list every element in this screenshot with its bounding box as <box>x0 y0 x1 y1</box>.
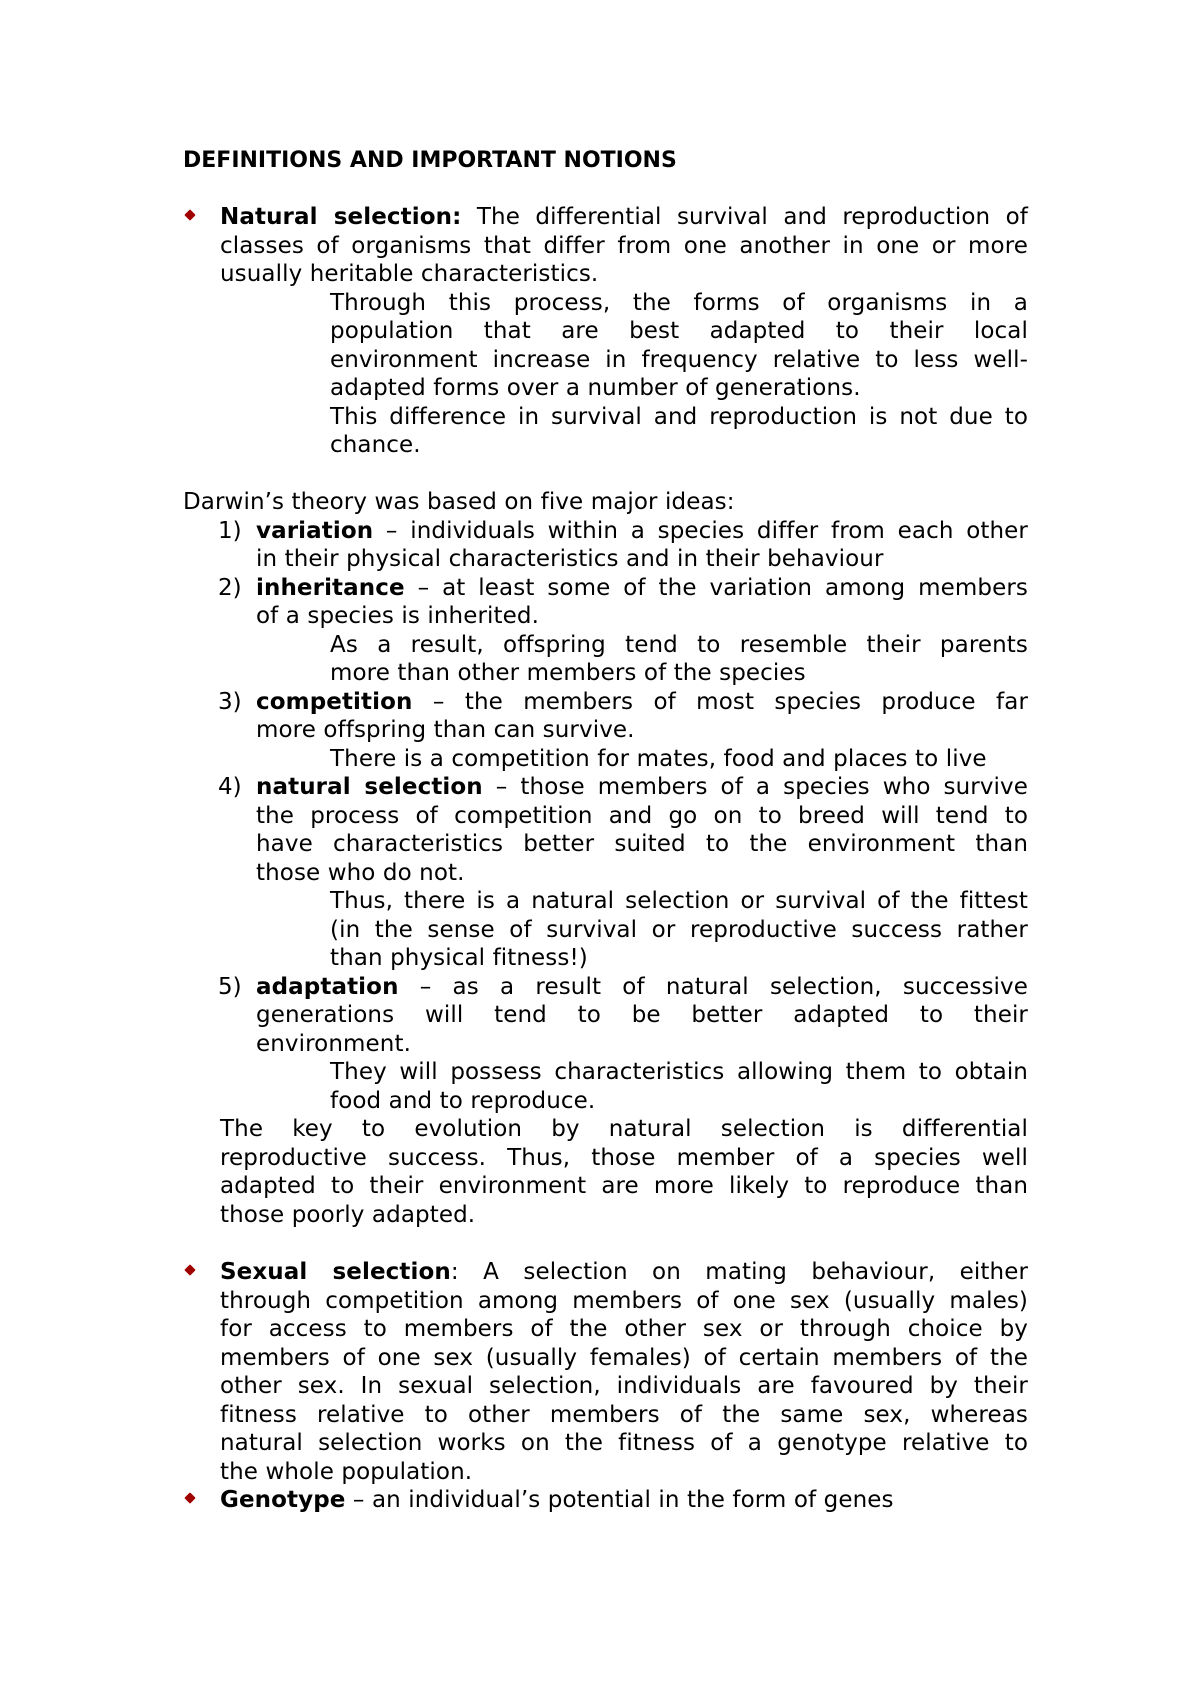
item-5-cont: generations will tend to be better adapted to their <box>256 1002 1028 1028</box>
item-4-line: natural selection – those members of a species who survive <box>256 774 1028 800</box>
item-4-note: than physical fitness!) <box>330 945 588 971</box>
ss-line: the whole population. <box>220 1459 473 1485</box>
item-4-cont: have characteristics better suited to the environment than <box>256 831 1028 857</box>
item-1-line: variation – individuals within a species differ from each other <box>256 518 1028 544</box>
ns-term: Natural selection: <box>220 204 462 230</box>
gt-term: Genotype <box>220 1487 346 1513</box>
gt-line: Genotype – an individual’s potential in the form of genes <box>220 1487 894 1513</box>
item-4-note: Thus, there is a natural selection or survival of the fittest <box>330 888 1028 914</box>
item-number: 4) <box>218 774 242 800</box>
item-term: variation <box>256 518 374 544</box>
item-5-line: adaptation – as a result of natural selection, successive <box>256 974 1028 1000</box>
item-3-line: competition – the members of most species produce far <box>256 689 1028 715</box>
item-number: 5) <box>218 974 242 1000</box>
item-number: 1) <box>218 518 242 544</box>
item-2-note: As a result, offspring tend to resemble their parents <box>330 632 1028 658</box>
darwin-intro: Darwin’s theory was based on five major ideas: <box>183 489 735 515</box>
page-title: DEFINITIONS AND IMPORTANT NOTIONS <box>183 148 677 173</box>
item-5-note: food and to reproduce. <box>330 1088 596 1114</box>
key-line: adapted to their environment are more likely to reproduce than <box>220 1173 1028 1199</box>
ss-line: members of one sex (usually females) of certain members of the <box>220 1345 1028 1371</box>
ss-line: fitness relative to other members of the same sex, whereas <box>220 1402 1028 1428</box>
item-4-note: (in the sense of survival or reproductive success rather <box>330 917 1028 943</box>
item-5-cont: environment. <box>256 1031 411 1057</box>
bullet-icon <box>184 209 195 220</box>
item-term: competition <box>256 689 413 715</box>
key-line: reproductive success. Thus, those member of a species well <box>220 1145 1028 1171</box>
item-term: natural selection <box>256 774 483 800</box>
item-1-cont: in their physical characteristics and in their behaviour <box>256 546 884 572</box>
item-2-note: more than other members of the species <box>330 660 806 686</box>
item-number: 3) <box>218 689 242 715</box>
ss-line: other sex. In sexual selection, individuals are favoured by their <box>220 1373 1028 1399</box>
ns-line-3: usually heritable characteristics. <box>220 261 599 287</box>
ss-line-1: Sexual selection: A selection on mating behaviour, either <box>220 1259 1028 1285</box>
key-line: those poorly adapted. <box>220 1202 476 1228</box>
item-term: inheritance <box>256 575 405 601</box>
ss-line: natural selection works on the fitness of a genotype relative to <box>220 1430 1028 1456</box>
item-4-cont: those who do not. <box>256 860 465 886</box>
item-4-cont: the process of competition and go on to breed will tend to <box>256 803 1028 829</box>
item-2-line: inheritance – at least some of the variation among members <box>256 575 1028 601</box>
item-3-note: There is a competition for mates, food and places to live <box>330 746 987 772</box>
item-3-cont: more offspring than can survive. <box>256 717 635 743</box>
ns-p1-line: Through this process, the forms of organisms in a <box>330 290 1028 316</box>
item-number: 2) <box>218 575 242 601</box>
ns-line-2: classes of organisms that differ from one another in one or more <box>220 233 1028 259</box>
item-2-cont: of a species is inherited. <box>256 603 540 629</box>
ss-term: Sexual selection <box>220 1259 451 1285</box>
bullet-icon <box>184 1264 195 1275</box>
key-line: The key to evolution by natural selection is differential <box>220 1116 1028 1142</box>
ns-p2-line: This difference in survival and reproduction is not due to <box>330 404 1028 430</box>
ns-p1-line: population that are best adapted to their local <box>330 318 1028 344</box>
ns-p1-line: environment increase in frequency relative to less well- <box>330 347 1028 373</box>
ns-line-1: Natural selection: The differential survival and reproduction of <box>220 204 1028 230</box>
ns-p2-line: chance. <box>330 432 421 458</box>
ss-line: through competition among members of one sex (usually males) <box>220 1288 1028 1314</box>
item-5-note: They will possess characteristics allowing them to obtain <box>330 1059 1028 1085</box>
bullet-icon <box>184 1492 195 1503</box>
ss-line: for access to members of the other sex or through choice by <box>220 1316 1028 1342</box>
item-term: adaptation <box>256 974 399 1000</box>
ns-p1-line: adapted forms over a number of generations. <box>330 375 861 401</box>
